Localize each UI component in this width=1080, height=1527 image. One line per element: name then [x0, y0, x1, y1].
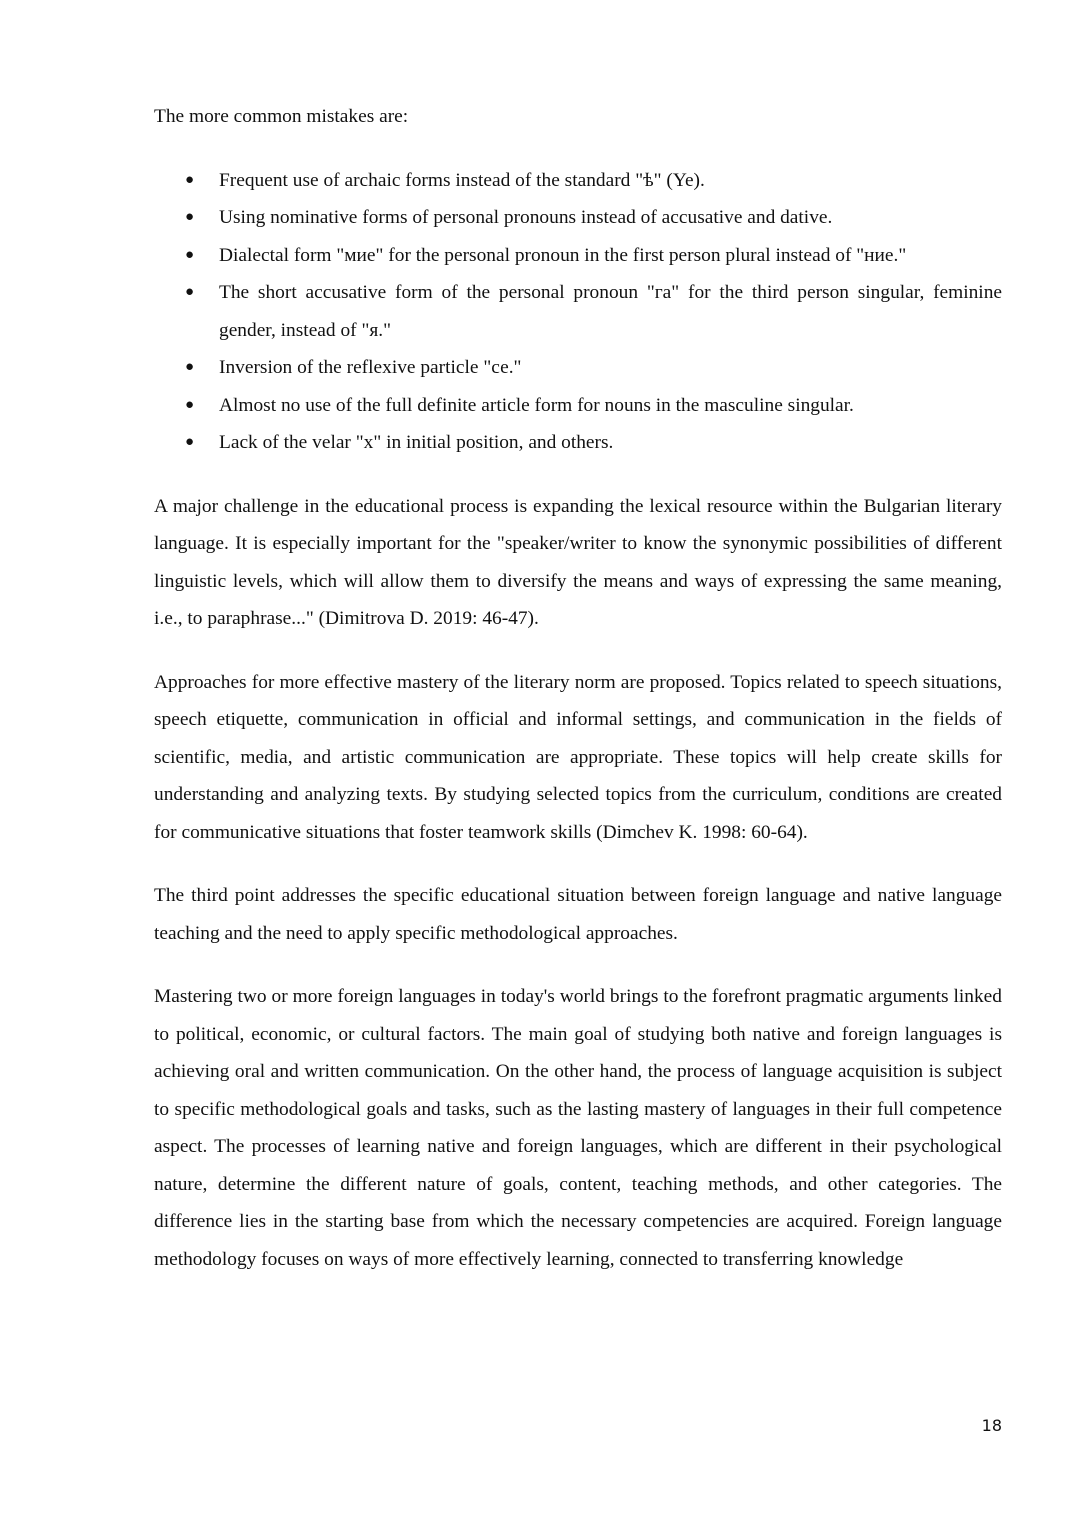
list-item-text: Frequent use of archaic forms instead of the standard "ѣ" (Ye).	[219, 169, 705, 191]
bullet-icon: ●	[185, 246, 195, 263]
bullet-icon: ●	[185, 434, 195, 450]
paragraph-third-point: The third point addresses the specific educational situation between foreign language and native language teaching and the need to apply specific methodological approaches.	[154, 885, 1002, 944]
paragraph-lexical-resource: A major challenge in the educational process is expanding the lexical resource within the Bulgarian literary language. It is especially important for the "speaker/writer to know the synonymic possibilities of different linguistic levels, which will allow them to diversify the means and ways of expressing the same meaning, i.e., to paraphrase..." (Dimitrova D. 2019: 46-47).	[154, 495, 1002, 629]
list-item	[154, 237, 1002, 275]
list-item	[154, 424, 1002, 462]
list-item	[154, 387, 1002, 425]
bullet-icon: ●	[185, 396, 195, 413]
bullet-icon: ●	[185, 209, 195, 225]
bullet-icon: ●	[185, 171, 195, 188]
list-item-text: Lack of the velar "х" in initial position, and others.	[219, 432, 614, 453]
bullet-icon: ●	[185, 284, 195, 300]
bullet-icon: ●	[185, 359, 195, 375]
list-item-text: Using nominative forms of personal pronouns instead of accusative and dative.	[219, 207, 833, 228]
list-item-text: Dialectal form "мие" for the personal pronoun in the first person plural instead of "ние."	[219, 244, 907, 266]
page-number: 18	[981, 1416, 1002, 1435]
list-item	[154, 274, 1002, 349]
list-item	[154, 162, 1002, 200]
mistakes-list	[154, 162, 1002, 462]
list-item	[154, 349, 1002, 387]
paragraph-foreign-languages: Mastering two or more foreign languages in today's world brings to the forefront pragmatic arguments linked to political, economic, or cultural factors. The main goal of studying both native and foreign languages is achieving oral and written communication. On the other hand, the process of language acquisition is subject to specific methodological goals and tasks, such as the lasting mastery of languages in their full competence aspect. The processes of learning native and foreign languages, which are different in their psychological nature, determine the different nature of goals, content, teaching methods, and other categories. The difference lies in the starting base from which the necessary competencies are acquired. Foreign language methodology focuses on ways of more effectively learning, connected to transferring knowledge	[154, 986, 1002, 1270]
list-item-text: Almost no use of the full definite article form for nouns in the masculine singular.	[219, 394, 854, 416]
paragraph-approaches: Approaches for more effective mastery of the literary norm are proposed. Topics related to speech situations, speech etiquette, communication in official and informal settings, and communication in the fields of scientific, media, and artistic communication are appropriate. These topics will help create skills for understanding and analyzing texts. By studying selected topics from the curriculum, conditions are created for communicative situations that foster teamwork skills (Dimchev K. 1998: 60-64).	[154, 671, 1002, 843]
intro-line: The more common mistakes are:	[154, 106, 409, 127]
list-item-text: Inversion of the reflexive particle "се."	[219, 357, 522, 378]
list-item-text: The short accusative form of the personal pronoun "га" for the third person singular, feminine gender, instead of "я."	[219, 282, 1002, 341]
list-item	[154, 199, 1002, 237]
document-page	[154, 98, 1002, 1304]
